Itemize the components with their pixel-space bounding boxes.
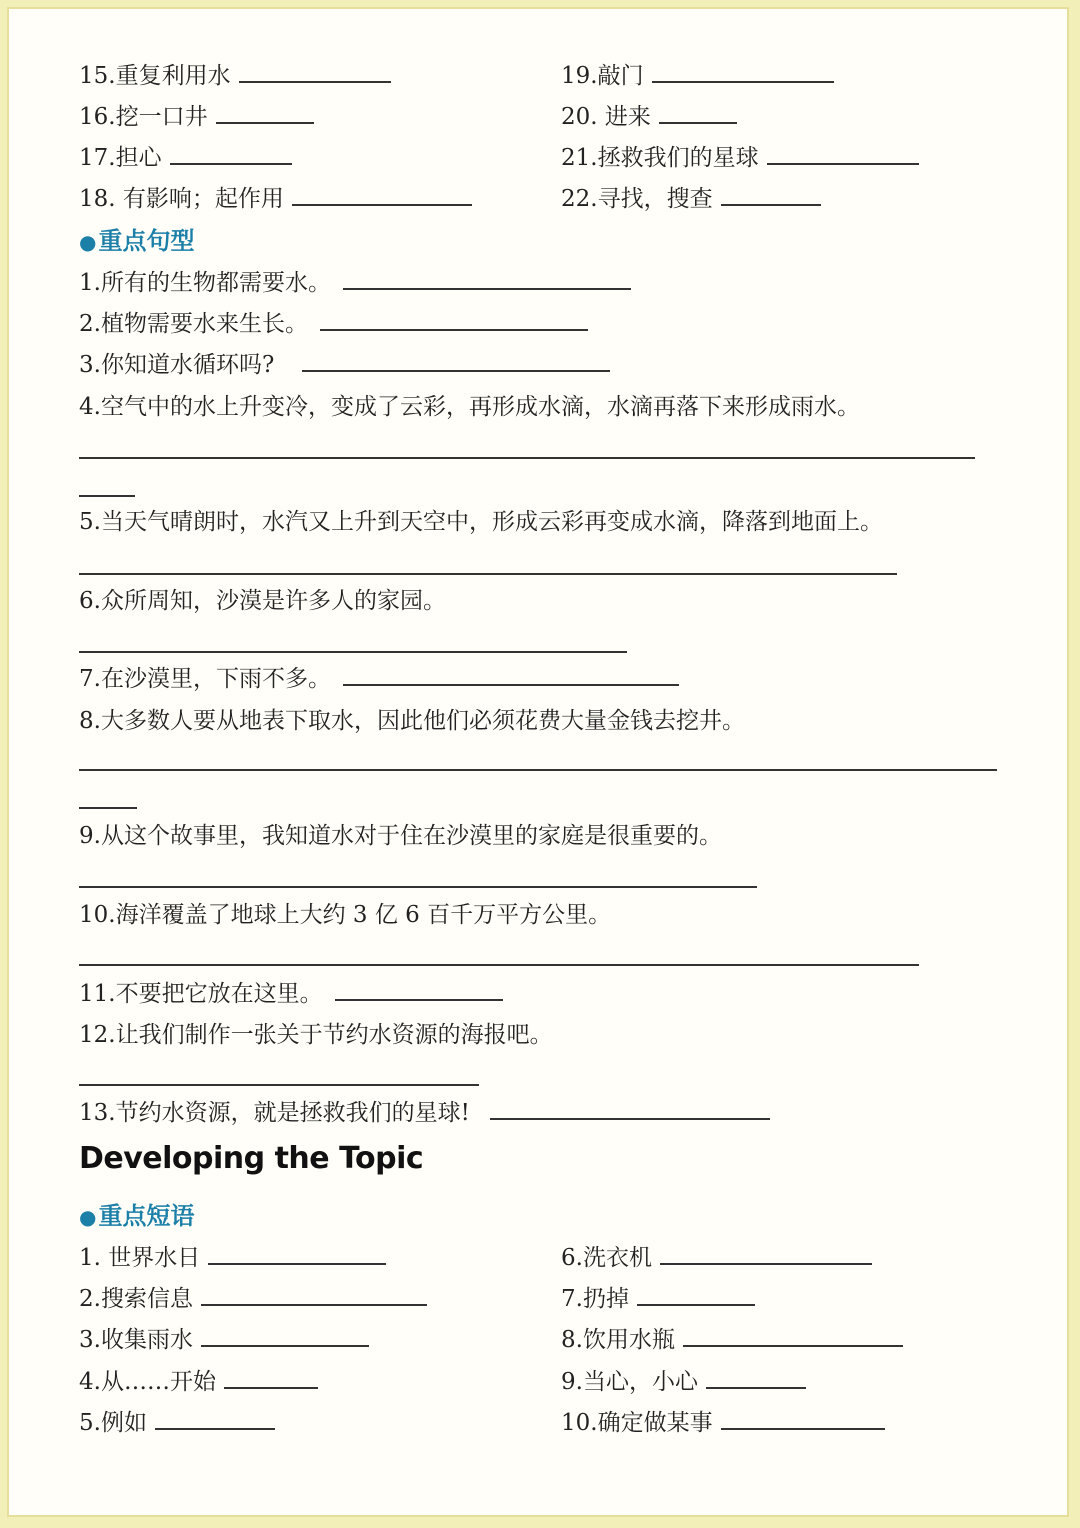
section-heading-developing: Developing the Topic: [79, 1141, 424, 1176]
answer-blank[interactable]: [201, 1282, 427, 1306]
sentence-item: 9.从这个故事里，我知道水对于住在沙漠里的家庭是很重要的。: [79, 823, 722, 849]
answer-blank[interactable]: [208, 1241, 386, 1265]
phrase-item: 5.例如: [79, 1406, 275, 1440]
vocab-item: 18. 有影响；起作用: [79, 182, 472, 216]
vocab-item: 15.重复利用水: [79, 59, 391, 93]
phrase-item: 9.当心，小心: [561, 1365, 806, 1399]
answer-blank[interactable]: [343, 266, 631, 290]
answer-line[interactable]: [79, 457, 975, 459]
sentence-item: 4.空气中的水上升变冷，变成了云彩，再形成水滴，水滴再落下来形成雨水。: [79, 394, 860, 420]
sentence-item: 11.不要把它放在这里。: [79, 977, 503, 1011]
answer-blank[interactable]: [320, 307, 588, 331]
vocab-item: 22.寻找，搜查: [561, 182, 821, 216]
answer-blank[interactable]: [343, 662, 679, 686]
vocab-item: 20. 进来: [561, 100, 737, 134]
answer-line[interactable]: [79, 495, 135, 497]
answer-line[interactable]: [79, 573, 897, 575]
sentence-item: 10.海洋覆盖了地球上大约 3 亿 6 百千万平方公里。: [79, 902, 612, 928]
vocab-item: 16.挖一口井: [79, 100, 314, 134]
phrase-item: 6.洗衣机: [561, 1241, 872, 1275]
answer-blank[interactable]: [721, 182, 821, 206]
answer-line[interactable]: [79, 1084, 479, 1086]
answer-blank[interactable]: [652, 59, 834, 83]
phrase-item: 3.收集雨水: [79, 1323, 369, 1357]
vocab-item: 21.拯救我们的星球: [561, 141, 919, 175]
answer-line[interactable]: [79, 807, 137, 809]
answer-line[interactable]: [79, 886, 757, 888]
sentence-item: 6.众所周知，沙漠是许多人的家园。: [79, 588, 446, 614]
answer-blank[interactable]: [683, 1323, 903, 1347]
answer-blank[interactable]: [170, 141, 292, 165]
vocab-item: 17.担心: [79, 141, 292, 175]
answer-blank[interactable]: [155, 1406, 275, 1430]
section-title-phrases: ●重点短语: [79, 1202, 195, 1230]
answer-blank[interactable]: [660, 1241, 872, 1265]
sentence-item: 5.当天气晴朗时，水汽又上升到天空中，形成云彩再变成水滴，降落到地面上。: [79, 509, 883, 535]
answer-blank[interactable]: [659, 100, 737, 124]
answer-line[interactable]: [79, 769, 997, 771]
phrase-item: 7.扔掉: [561, 1282, 755, 1316]
answer-blank[interactable]: [335, 977, 503, 1001]
sentence-item: 2.植物需要水来生长。: [79, 307, 588, 341]
answer-blank[interactable]: [201, 1323, 369, 1347]
answer-line[interactable]: [79, 651, 627, 653]
answer-blank[interactable]: [706, 1365, 806, 1389]
sentence-item: 8.大多数人要从地表下取水，因此他们必须花费大量金钱去挖井。: [79, 708, 745, 734]
answer-blank[interactable]: [239, 59, 391, 83]
answer-blank[interactable]: [490, 1096, 770, 1120]
sentence-item: 1.所有的生物都需要水。: [79, 266, 631, 300]
answer-blank[interactable]: [292, 182, 472, 206]
phrase-item: 8.饮用水瓶: [561, 1323, 903, 1357]
answer-line[interactable]: [79, 964, 919, 966]
phrase-item: 10.确定做某事: [561, 1406, 885, 1440]
worksheet-page: [7, 7, 1069, 1517]
phrase-item: 1. 世界水日: [79, 1241, 386, 1275]
phrase-item: 4.从……开始: [79, 1365, 318, 1399]
sentence-item: 3.你知道水循环吗?: [79, 348, 610, 382]
answer-blank[interactable]: [302, 348, 610, 372]
answer-blank[interactable]: [637, 1282, 755, 1306]
phrase-item: 2.搜索信息: [79, 1282, 427, 1316]
vocab-item: 19.敲门: [561, 59, 834, 93]
answer-blank[interactable]: [721, 1406, 885, 1430]
sentence-item: 12.让我们制作一张关于节约水资源的海报吧。: [79, 1022, 553, 1048]
section-title-sentences: ●重点句型: [79, 227, 195, 255]
answer-blank[interactable]: [767, 141, 919, 165]
answer-blank[interactable]: [216, 100, 314, 124]
sentence-item: 13.节约水资源，就是拯救我们的星球!: [79, 1096, 770, 1130]
answer-blank[interactable]: [224, 1365, 318, 1389]
sentence-item: 7.在沙漠里，下雨不多。: [79, 662, 679, 696]
